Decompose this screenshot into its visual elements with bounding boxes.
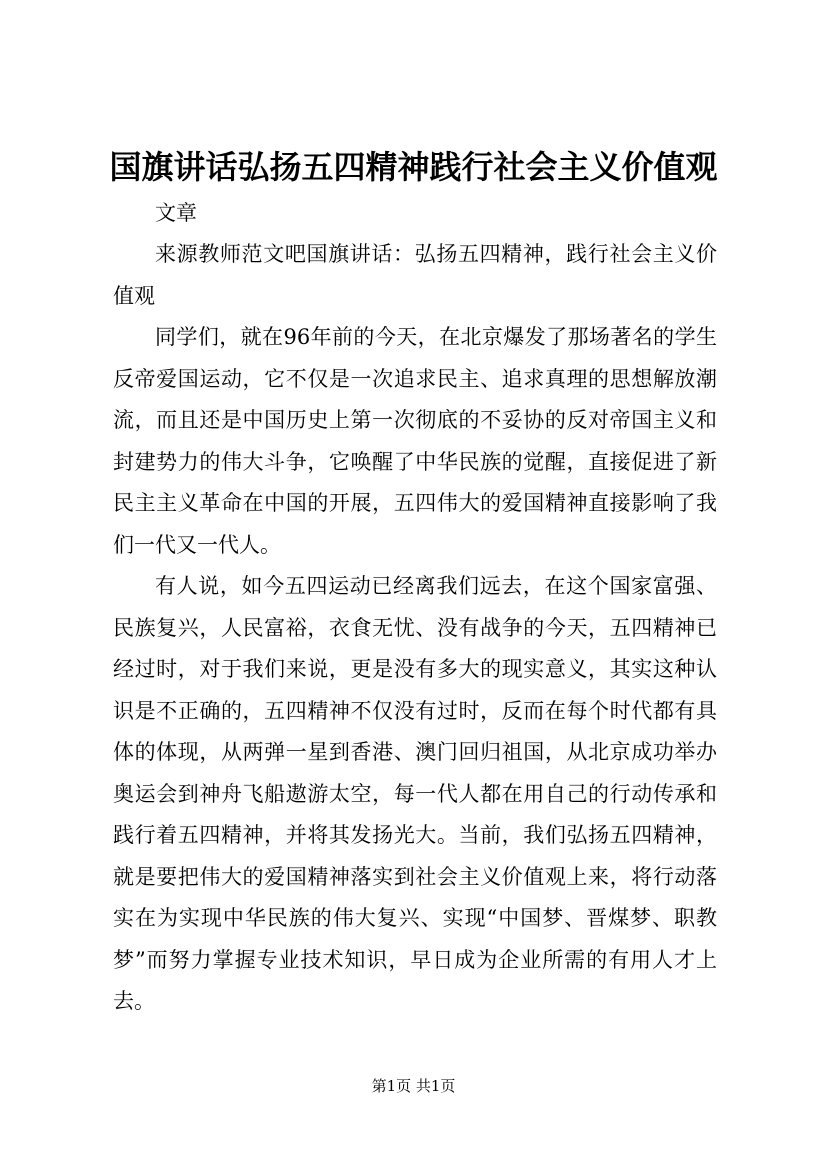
paragraph-intro — [113, 317, 717, 566]
paragraph-label — [113, 193, 717, 235]
paragraph-4: 有人说，如今五四运动已经离我们远去，在这个国家富强、民族复兴，人民富裕，衣食无忧、没有战争的今天，五四精神已经过时，对于我们来说，更是没有多大的现实意义，其实这种认识是不正确的，五四精神不仅没有过时，反而在每个时代都有具体的体现，从两弹一星到香港、澳门回归祖国，从北京成功举办奥运会到神舟飞船遨游太空，每一代人都在用自己的行动传承和践行着五四精神，并将其发扬光大。当前，我们弘扬五四精神，就是要把伟大的爱国精神落实到社会主义价值观上来，将行动落实在为实现中华民族的伟大复兴、实现“中国梦、晋煤梦、职教梦”而努力掌握专业技术知识，早日成为企业所需的有用人才上去。 — [113, 574, 717, 1013]
paragraph-1: 文章 — [155, 201, 197, 225]
paragraph-source — [113, 234, 717, 317]
paragraph-2: 来源教师范文吧国旗讲话：弘扬五四精神，践行社会主义价值观 — [113, 242, 717, 308]
paragraph-main — [113, 566, 717, 1023]
paragraph-3: 同学们，就在96年前的今天，在北京爆发了那场著名的学生反帝爱国运动，它不仅是一次追求民主、追求真理的思想解放潮流，而且还是中国历史上第一次彻底的不妥协的反对帝国主义和封建势力的伟大斗争，它唤醒了中华民族的觉醒，直接促进了新民主主义革命在中国的开展，五四伟大的爱国精神直接影响了我们一代又一代人。 — [113, 325, 717, 557]
page-footer — [0, 1076, 827, 1096]
document-title: 国旗讲话弘扬五四精神践行社会主义价值观 — [109, 148, 718, 186]
page-number-label: 第1页 共1页 — [371, 1077, 456, 1095]
